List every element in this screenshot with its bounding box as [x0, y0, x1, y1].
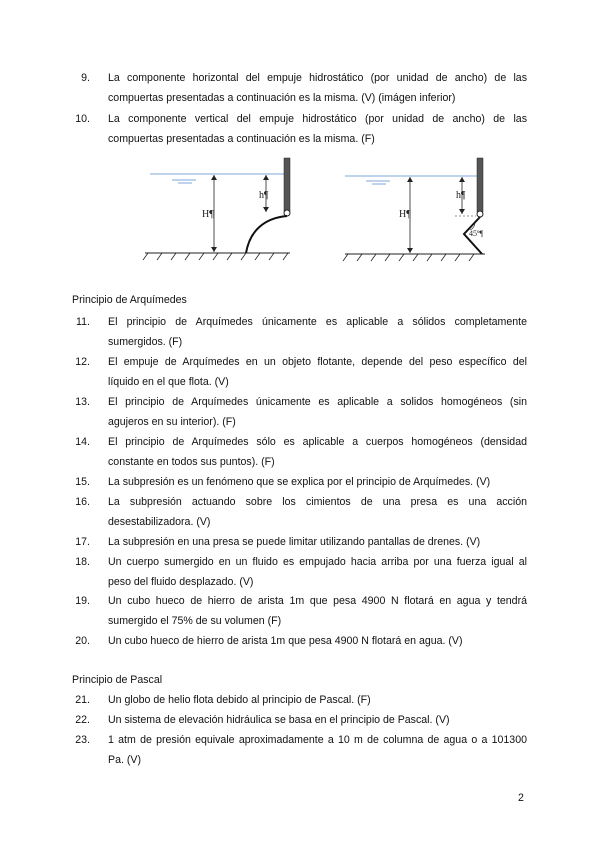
item-number: 22.	[75, 714, 90, 726]
item-number: 16.	[75, 496, 90, 508]
label-h: h¶	[456, 190, 466, 201]
gate-figure	[140, 150, 500, 265]
item-number: 14.	[75, 436, 90, 448]
item-number: 18.	[75, 556, 90, 568]
item-text-line: El principio de Arquímedes únicamente es aplicable a sólidos completamente	[108, 316, 527, 328]
item-text-line: Pa. (V)	[108, 754, 141, 766]
item-text-line: constante en todos sus puntos). (F)	[108, 456, 275, 468]
item-text-line: La subpresión actuando sobre los cimientos de una presa es una acción	[108, 496, 527, 508]
item-text-line: Un cuerpo sumergido en un fluido es empujado hacia arriba por una fuerza igual al	[108, 556, 527, 568]
label-h: h¶	[259, 190, 269, 201]
angled-gate-diagram	[343, 158, 485, 261]
item-text-line: peso del fluido desplazado. (V)	[108, 576, 254, 588]
item-text-line: Un globo de helio flota debido al principio de Pascal. (F)	[108, 694, 371, 706]
item-number: 10.	[75, 113, 90, 125]
item-text-line: El principio de Arquímedes únicamente es aplicable a solidos homogéneos (sin	[108, 396, 527, 408]
item-number: 20.	[75, 635, 90, 647]
item-number: 15.	[75, 476, 90, 488]
label-angle: 45º¶	[469, 229, 484, 238]
item-number: 12.	[75, 356, 90, 368]
item-number: 23.	[75, 734, 90, 746]
item-text-line: La subpresión es un fenómeno que se explica por el principio de Arquímedes. (V)	[108, 476, 491, 488]
item-number: 11.	[76, 316, 90, 328]
label-H: H¶	[202, 209, 214, 220]
item-number: 17.	[75, 536, 90, 548]
item-text-line: compuertas presentadas a continuación es la misma. (F)	[108, 133, 375, 145]
curved-gate-diagram	[143, 158, 290, 260]
label-H: H¶	[399, 209, 411, 220]
item-text-line: Un cubo hueco de hierro de arista 1m que pesa 4900 N flotará en agua. (V)	[108, 635, 463, 647]
item-text-line: El principio de Arquímedes sólo es aplicable a cuerpos homogéneos (densidad	[108, 436, 527, 448]
item-text-line: sumergidos. (F)	[108, 336, 183, 348]
page-number: 2	[518, 792, 524, 804]
item-number: 19.	[75, 595, 90, 607]
item-text-line: líquido en el que flota. (V)	[108, 376, 229, 388]
item-text-line: 1 atm de presión equivale aproximadamente a 10 m de columna de agua o a 101300	[108, 734, 527, 746]
item-text-line: compuertas presentadas a continuación es la misma. (V) (imágen inferior)	[108, 92, 456, 104]
item-text-line: Un cubo hueco de hierro de arista 1m que pesa 4900 N flotará en agua y tendrá	[108, 595, 527, 607]
item-text-line: La componente horizontal del empuje hidrostático (por unidad de ancho) de las	[108, 72, 527, 84]
item-text-line: sumergido el 75% de su volumen (F)	[108, 615, 282, 627]
item-text-line: Un sistema de elevación hidráulica se basa en el principio de Pascal. (V)	[108, 714, 450, 726]
item-text-line: El empuje de Arquímedes en un objeto flotante, depende del peso específico del	[108, 356, 527, 368]
item-text-line: desestabilizadora. (V)	[108, 516, 211, 528]
item-text-line: agujeros en su interior). (F)	[108, 416, 236, 428]
section-heading-pascal: Principio de Pascal	[72, 674, 163, 686]
item-text-line: La subpresión en una presa se puede limitar utilizando pantallas de drenes. (V)	[108, 536, 481, 548]
item-number: 13.	[75, 396, 90, 408]
section-heading-arquimedes: Principio de Arquímedes	[72, 294, 187, 306]
item-number: 21.	[75, 694, 90, 706]
item-text-line: La componente vertical del empuje hidrostático (por unidad de ancho) de las	[108, 113, 527, 125]
item-number: 9.	[81, 72, 90, 84]
